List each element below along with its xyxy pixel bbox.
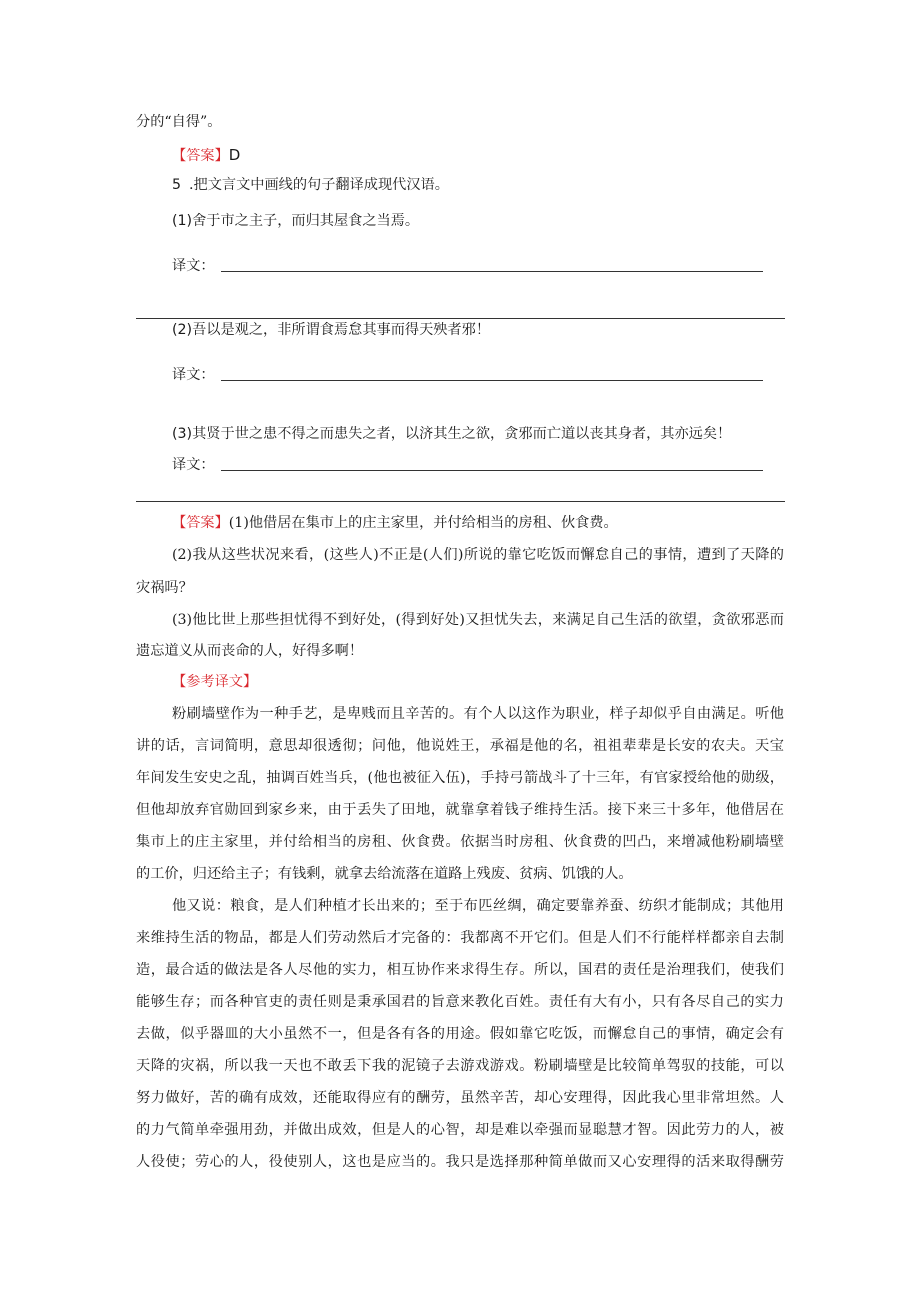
translation-field-3[interactable] bbox=[172, 455, 763, 475]
reference-p2-line: 去做，似乎器皿的大小虽然不一，但是各有各的用途。假如靠它吃饭，而懈怠自己的事情，确定会有 bbox=[136, 1026, 784, 1042]
blank-label: 译文： bbox=[172, 457, 215, 473]
item-number: (1) bbox=[172, 213, 193, 229]
reference-p2-line: 天降的灾祸，所以我一天也不敢丢下我的泥镜子去游戏游戏。粉刷墙壁是比较简单驾驭的技能，可以 bbox=[136, 1058, 784, 1074]
reference-p1-line: 粉刷墙壁作为一种手艺，是卑贱而且辛苦的。有个人以这作为职业，样子却似乎自由满足。听他 bbox=[172, 706, 784, 722]
blank-label: 译文： bbox=[172, 367, 215, 383]
answer-blank-line bbox=[221, 470, 763, 471]
answer-tag: 【答案】 bbox=[172, 148, 229, 164]
item-text: 其贤于世之患不得之而患失之者，以济其生之欲，贪邪而亡道以丧其身者，其亦远矣！ bbox=[192, 426, 732, 442]
answer-1 bbox=[172, 145, 240, 166]
item-number: (2) bbox=[172, 322, 193, 338]
question-item-1 bbox=[172, 211, 419, 231]
blank-label: 译文： bbox=[172, 258, 215, 274]
reference-p2-line: 人役使；劳心的人，役使别人，这也是应当的。我只是选择那种简单做而又心安理得的活来取得酬劳 bbox=[136, 1154, 784, 1170]
answer-blank-line bbox=[221, 380, 763, 381]
answer-2-line-2: (2)我从这些状况来看，(这些人)不正是(人们)所说的靠它吃饭而懈怠自己的事情，遭到了天降的 bbox=[172, 547, 784, 563]
reference-p1-line: 讲的话，言词简明，意思却很透彻；问他，他说姓王，承福是他的名，祖祖辈辈是长安的农夫。天宝 bbox=[136, 738, 784, 754]
answer-2-line-1: 【答案】(1)他借居在集市上的庄主家里，并付给相当的房租、伙食费。 bbox=[172, 515, 618, 531]
question-item-3 bbox=[172, 424, 731, 444]
item-number: (3) bbox=[172, 426, 193, 442]
item-text: 吾以是观之，非所谓食焉怠其事而得天殃者邪！ bbox=[192, 322, 491, 338]
reference-p1-line: 的工价，归还给主子；有钱剩，就拿去给流落在道路上残废、贫病、饥饿的人。 bbox=[136, 866, 633, 882]
question-5 bbox=[172, 175, 449, 195]
reference-p1-line: 集市上的庄主家里，并付给相当的房租、伙食费。依据当时房租、伙食费的凹凸，来增减他粉刷墙壁 bbox=[136, 834, 784, 850]
reference-tag: 【参考译文】 bbox=[172, 674, 258, 690]
answer-2-line-3: 灾祸吗？ bbox=[136, 580, 193, 596]
reference-p1-line: 但他却放弃官勋回到家乡来，由于丢失了田地，就靠拿着钱子维持生活。接下来三十多年，他借居在 bbox=[136, 802, 784, 818]
reference-p2-line: 他又说：粮食，是人们种植才长出来的；至于布匹丝绸，确定要靠养蚕、纺织才能制成；其他用 bbox=[172, 898, 784, 914]
answer-value: D bbox=[228, 146, 241, 164]
reference-p2-line: 来维持生活的物品，都是人们劳动然后才完备的：我都离不开它们。但是人们不行能样样都亲自去制 bbox=[136, 930, 784, 946]
translation-field-2[interactable] bbox=[172, 365, 763, 385]
top-line: 分的“自得”。 bbox=[136, 114, 222, 130]
reference-p2-line: 的力气简单牵强用劲，并做出成效，但是人的心智，却是难以牵强而显聪慧才智。因此劳力的人，被 bbox=[136, 1122, 784, 1138]
translation-field-1[interactable] bbox=[172, 256, 763, 276]
divider-rule bbox=[136, 501, 785, 502]
question-number: 5 bbox=[172, 177, 182, 193]
answer-2-line-4: (3)他比世上那些担忧得不到好处，(得到好处)又担忧失去，来满足自己生活的欲望，贪欲邪恶而 bbox=[172, 612, 784, 628]
reference-p2-line: 努力做好，苦的确有成效，还能取得应有的酬劳，虽然辛苦，却心安理得，因此我心里非常坦然。人 bbox=[136, 1090, 784, 1106]
question-item-2 bbox=[172, 320, 490, 340]
question-prompt: .把文言文中画线的句子翻译成现代汉语。 bbox=[189, 177, 449, 193]
answer-2-line-5: 遗忘道义从而丧命的人，好得多啊！ bbox=[136, 643, 364, 659]
reference-p1-line: 年间发生安史之乱，抽调百姓当兵，(他也被征入伍)，手持弓箭战斗了十三年，有官家授给他的勋级， bbox=[136, 770, 784, 786]
answer-tag: 【答案】 bbox=[172, 515, 229, 531]
item-text: 舍于市之主子，而归其屋食之当焉。 bbox=[192, 213, 420, 229]
answer-blank-line bbox=[221, 271, 763, 272]
reference-p2-line: 能够生存；而各种官吏的责任则是秉承国君的旨意来教化百姓。责任有大有小，只有各尽自己的实力 bbox=[136, 994, 784, 1010]
reference-p2-line: 造，最合适的做法是各人尽他的实力，相互协作来求得生存。所以，国君的责任是治理我们，使我们 bbox=[136, 962, 784, 978]
divider-rule bbox=[136, 318, 785, 319]
